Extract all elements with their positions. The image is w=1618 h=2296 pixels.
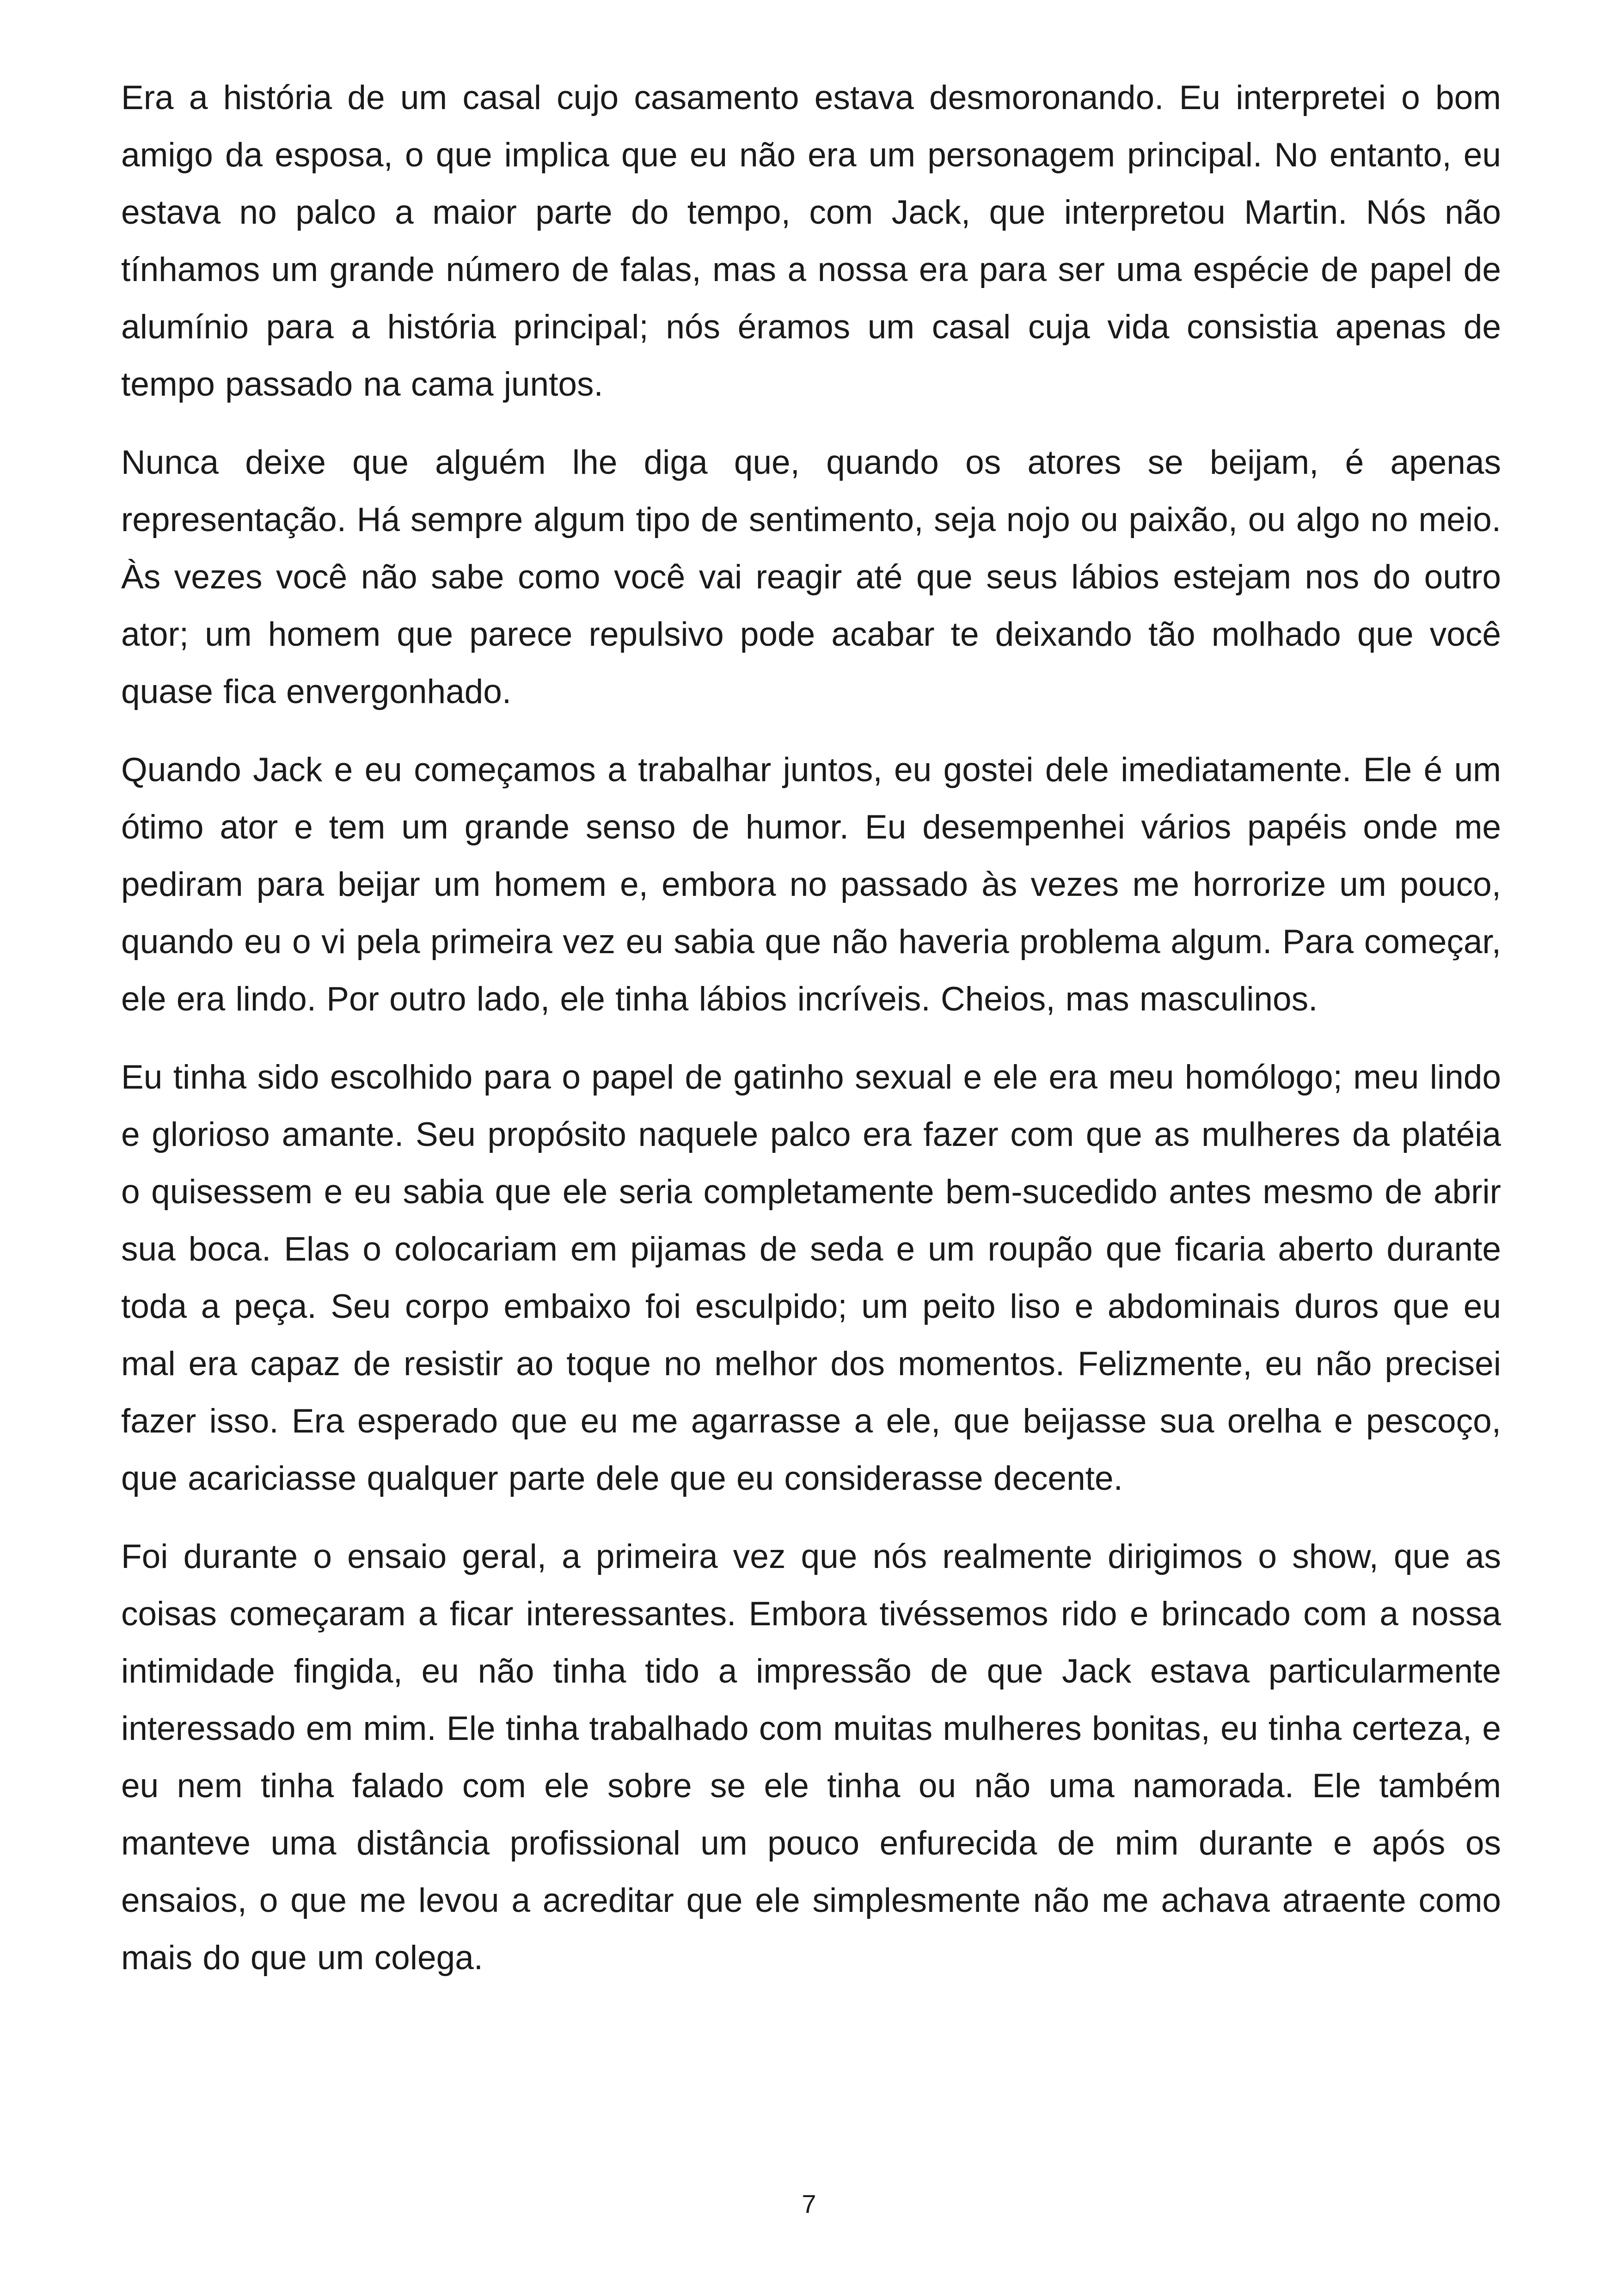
paragraph-4: Eu tinha sido escolhido para o papel de gatinho sexual e ele era meu homólogo; meu lindo e glorioso amante. Seu propósito naquele palco era fazer com que as mulheres da platéia o quisessem e eu sabia que ele seria completamente bem-sucedido antes mesmo de abrir sua boca. Elas o colocariam em pijamas de seda e um roupão que ficaria aberto durante toda a peça. Seu corpo embaixo foi esculpido; um peito liso e abdominais duros que eu mal era capaz de resistir ao toque no melhor dos momentos. Felizmente, eu não precisei fazer isso. Era esperado que eu me agarrasse a ele, que beijasse sua orelha e pescoço, que acariciasse qualquer parte dele que eu considerasse decente. [121,1059,1501,1497]
paragraph-2: Nunca deixe que alguém lhe diga que, quando os atores se beijam, é apenas representação. Há sempre algum tipo de sentimento, seja nojo ou paixão, ou algo no meio. Às vezes você não sabe como você vai reagir até que seus lábios estejam nos do outro ator; um homem que parece repulsivo pode acabar te deixando tão molhado que você quase fica envergonhado. [121,444,1501,710]
paragraph-1: Era a história de um casal cujo casamento estava desmoronando. Eu interpretei o bom amigo da esposa, o que implica que eu não era um personagem principal. No entanto, eu estava no palco a maior parte do tempo, com Jack, que interpretou Martin. Nós não tínhamos um grande número de falas, mas a nossa era para ser uma espécie de papel de alumínio para a história principal; nós éramos um casal cuja vida consistia apenas de tempo passado na cama juntos. [121,79,1501,403]
paragraph-3: Quando Jack e eu começamos a trabalhar juntos, eu gostei dele imediatamente. Ele é um ótimo ator e tem um grande senso de humor. Eu desempenhei vários papéis onde me pediram para beijar um homem e, embora no passado às vezes me horrorize um pouco, quando eu o vi pela primeira vez eu sabia que não haveria problema algum. Para começar, ele era lindo. Por outro lado, ele tinha lábios incríveis. Cheios, mas masculinos. [121,751,1501,1018]
page-number: 7 [802,2189,816,2218]
body-text [121,69,1501,2008]
paragraph-5: Foi durante o ensaio geral, a primeira vez que nós realmente dirigimos o show, que as coisas começaram a ficar interessantes. Embora tivéssemos rido e brincado com a nossa intimidade fingida, eu não tinha tido a impressão de que Jack estava particularmente interessado em mim. Ele tinha trabalhado com muitas mulheres bonitas, eu tinha certeza, e eu nem tinha falado com ele sobre se ele tinha ou não uma namorada. Ele também manteve uma distância profissional um pouco enfurecida de mim durante e após os ensaios, o que me levou a acreditar que ele simplesmente não me achava atraente como mais do que um colega. [121,1538,1501,1977]
